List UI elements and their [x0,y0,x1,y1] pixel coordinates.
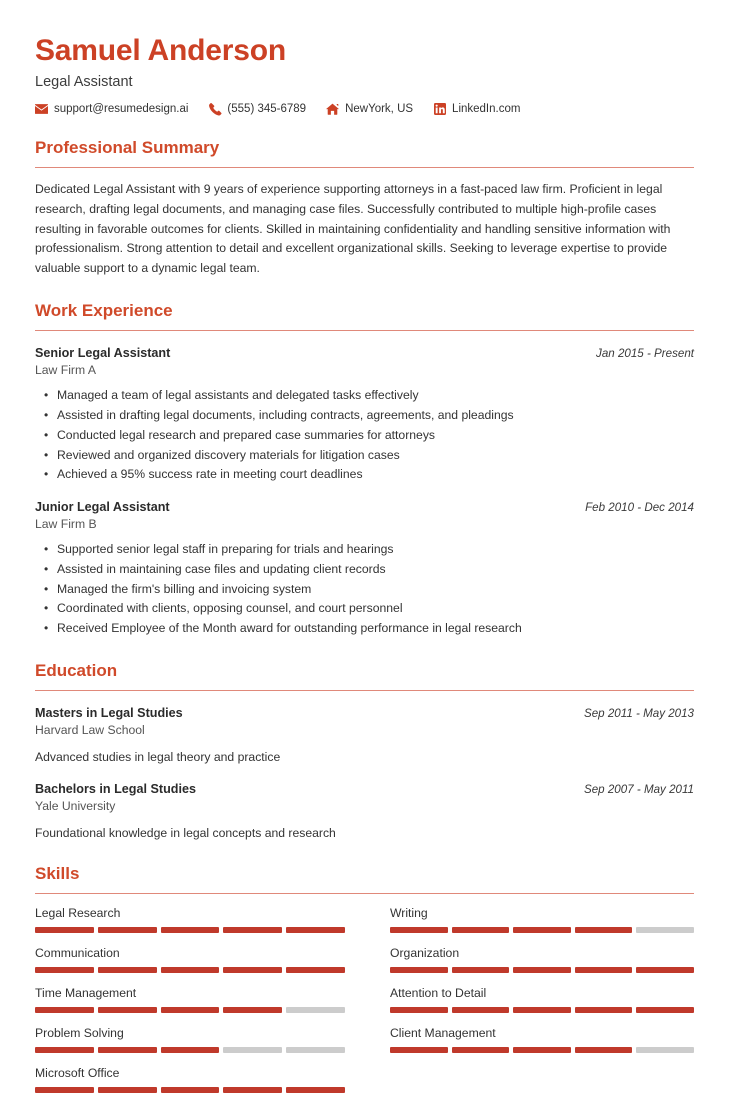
education-entry-description: Foundational knowledge in legal concepts and research [35,825,336,840]
section-title-summary: Professional Summary [35,137,220,157]
education-entries [35,706,694,842]
section-divider [35,690,694,691]
section-title-work: Work Experience [35,300,173,320]
skill-item [35,906,345,933]
skill-item [35,1026,345,1053]
skill-rating-segment [98,967,157,973]
skill-rating-segment [390,927,448,933]
skill-rating-segment [636,1047,694,1053]
skill-rating-segment [286,1087,345,1093]
skill-rating-segment [98,927,157,933]
skill-rating-segment [636,927,694,933]
skill-rating-segment [35,1087,94,1093]
skill-rating-segment [513,927,571,933]
work-entry-head [35,346,694,360]
candidate-job-title: Legal Assistant [35,73,133,90]
work-bullet-item: • Achieved a 95% success rate in meeting court deadlines [57,465,694,485]
email-icon [35,103,48,116]
skill-rating-segment [223,1007,282,1013]
education-entry-date: Sep 2011 - May 2013 [584,707,694,721]
work-entries [35,346,694,639]
contact-item-home[interactable] [326,103,413,116]
home-icon [326,103,339,116]
skill-rating-segment [161,967,220,973]
skill-name: Organization [390,946,460,961]
section-divider [35,330,694,331]
skill-rating-segment [223,927,282,933]
skill-rating-segment [513,1007,571,1013]
skill-item [390,906,694,933]
work-bullet-item: • Managed the firm's billing and invoicing system [57,580,694,600]
skill-rating-segment [513,967,571,973]
education-entry-school: Yale University [35,798,116,813]
skill-rating-segment [161,927,220,933]
skill-rating-segment [286,1047,345,1053]
skill-rating-bar [390,1007,694,1013]
work-entry-head [35,500,694,514]
skill-rating-segment [223,1047,282,1053]
skill-spacer [390,1066,694,1106]
education-entry-degree: Masters in Legal Studies [35,706,183,721]
skill-rating-segment [390,967,448,973]
skill-rating-segment [452,967,510,973]
skill-rating-bar [390,1047,694,1053]
skill-rating-segment [390,1007,448,1013]
skill-name: Attention to Detail [390,986,487,1001]
skill-name: Time Management [35,986,137,1001]
work-entry-title: Junior Legal Assistant [35,500,170,515]
contact-row [35,103,694,116]
skill-rating-bar [35,1087,345,1093]
skill-rating-segment [35,927,94,933]
skill-rating-bar [35,927,345,933]
skill-rating-bar [35,967,345,973]
work-bullet-item: • Reviewed and organized discovery materials for litigation cases [57,446,694,466]
skill-name: Legal Research [35,906,121,921]
skill-rating-segment [161,1007,220,1013]
skill-rating-segment [98,1087,157,1093]
skills-grid [35,906,694,1106]
skill-rating-segment [636,1007,694,1013]
skill-rating-segment [98,1047,157,1053]
skill-name: Communication [35,946,120,961]
skill-rating-segment [636,967,694,973]
work-bullet-item: • Conducted legal research and prepared case summaries for attorneys [57,426,694,446]
education-entry-date: Sep 2007 - May 2011 [584,782,694,796]
education-entry [35,706,694,766]
skill-name: Problem Solving [35,1026,124,1041]
work-bullet-item: • Received Employee of the Month award for outstanding performance in legal research [57,619,694,639]
skill-rating-segment [575,1007,633,1013]
work-entry [35,500,694,639]
education-entry-head [35,782,694,796]
candidate-name: Samuel Anderson [35,34,286,67]
skill-name: Microsoft Office [35,1066,120,1081]
education-entry-school: Harvard Law School [35,723,145,738]
skill-rating-segment [161,1047,220,1053]
work-entry-bullets [35,540,694,639]
skill-rating-bar [390,927,694,933]
contact-text: NewYork, US [345,103,414,116]
section-title-skills: Skills [35,863,80,883]
phone-icon [208,103,221,116]
skill-name: Client Management [390,1026,496,1041]
skill-rating-segment [452,1047,510,1053]
skill-rating-segment [161,1087,220,1093]
work-bullet-item: • Managed a team of legal assistants and delegated tasks effectively [57,386,694,406]
skill-item [390,986,694,1013]
work-bullet-item: • Supported senior legal staff in preparing for trials and hearings [57,540,694,560]
skill-item [35,946,345,973]
section-skills [35,864,694,1106]
section-title-education: Education [35,660,118,680]
skill-item [390,1026,694,1053]
skill-rating-segment [575,967,633,973]
resume-header [35,34,694,116]
section-divider [35,893,694,894]
skill-item [35,1066,345,1093]
skill-rating-segment [286,967,345,973]
section-education [35,661,694,842]
contact-text: (555) 345-6789 [227,103,307,116]
skill-rating-segment [223,967,282,973]
skill-item [35,986,345,1013]
contact-text: support@resumedesign.ai [54,103,189,116]
work-entry [35,346,694,485]
work-entry-bullets [35,386,694,485]
section-professional-summary [35,138,694,279]
work-bullet-item: • Assisted in drafting legal documents, including contracts, agreements, and pleadings [57,406,694,426]
education-entry-head [35,706,694,720]
skill-rating-segment [286,1007,345,1013]
skill-rating-segment [575,1047,633,1053]
skill-rating-segment [390,1047,448,1053]
work-entry-date: Jan 2015 - Present [596,347,694,361]
work-entry-company: Law Firm B [35,517,97,532]
education-entry-degree: Bachelors in Legal Studies [35,781,196,796]
skill-rating-segment [452,1007,510,1013]
contact-text: LinkedIn.com [452,103,521,116]
work-bullet-item: • Coordinated with clients, opposing counsel, and court personnel [57,599,694,619]
section-divider [35,167,694,168]
skill-rating-segment [513,1047,571,1053]
skill-rating-segment [575,927,633,933]
work-entry-company: Law Firm A [35,363,96,378]
skill-rating-segment [35,1007,94,1013]
skill-rating-bar [390,967,694,973]
skill-rating-segment [223,1087,282,1093]
skill-rating-segment [452,927,510,933]
education-entry [35,782,694,842]
skill-name: Writing [390,906,428,921]
skill-item [390,946,694,973]
skill-rating-segment [35,967,94,973]
skill-rating-bar [35,1007,345,1013]
summary-text: Dedicated Legal Assistant with 9 years of experience supporting attorneys in a fast-paced law firm. Proficient in legal research, drafting legal documents, and managing case files. Successfully contributed to multiple high-profile cases resulting in favorable outcomes for clients. Skilled in maintaining confidentiality and handling sensitive information with professionalism. Strong attention to detail and excellent organizational skills. Seeking to leverage expertise to provide valuable support to a dynamic legal team. [35,181,671,276]
skill-rating-segment [35,1047,94,1053]
contact-item-email[interactable] [35,103,188,116]
contact-item-linkedin[interactable] [433,103,520,116]
work-entry-title: Senior Legal Assistant [35,346,171,361]
education-entry-description: Advanced studies in legal theory and practice [35,750,281,765]
skill-rating-segment [286,927,345,933]
skill-rating-bar [35,1047,345,1053]
work-bullet-item: • Assisted in maintaining case files and updating client records [57,560,694,580]
skill-rating-segment [98,1007,157,1013]
contact-item-phone[interactable] [208,103,306,116]
work-entry-date: Feb 2010 - Dec 2014 [585,501,694,515]
linkedin-icon [433,103,446,116]
section-work-experience [35,301,694,639]
